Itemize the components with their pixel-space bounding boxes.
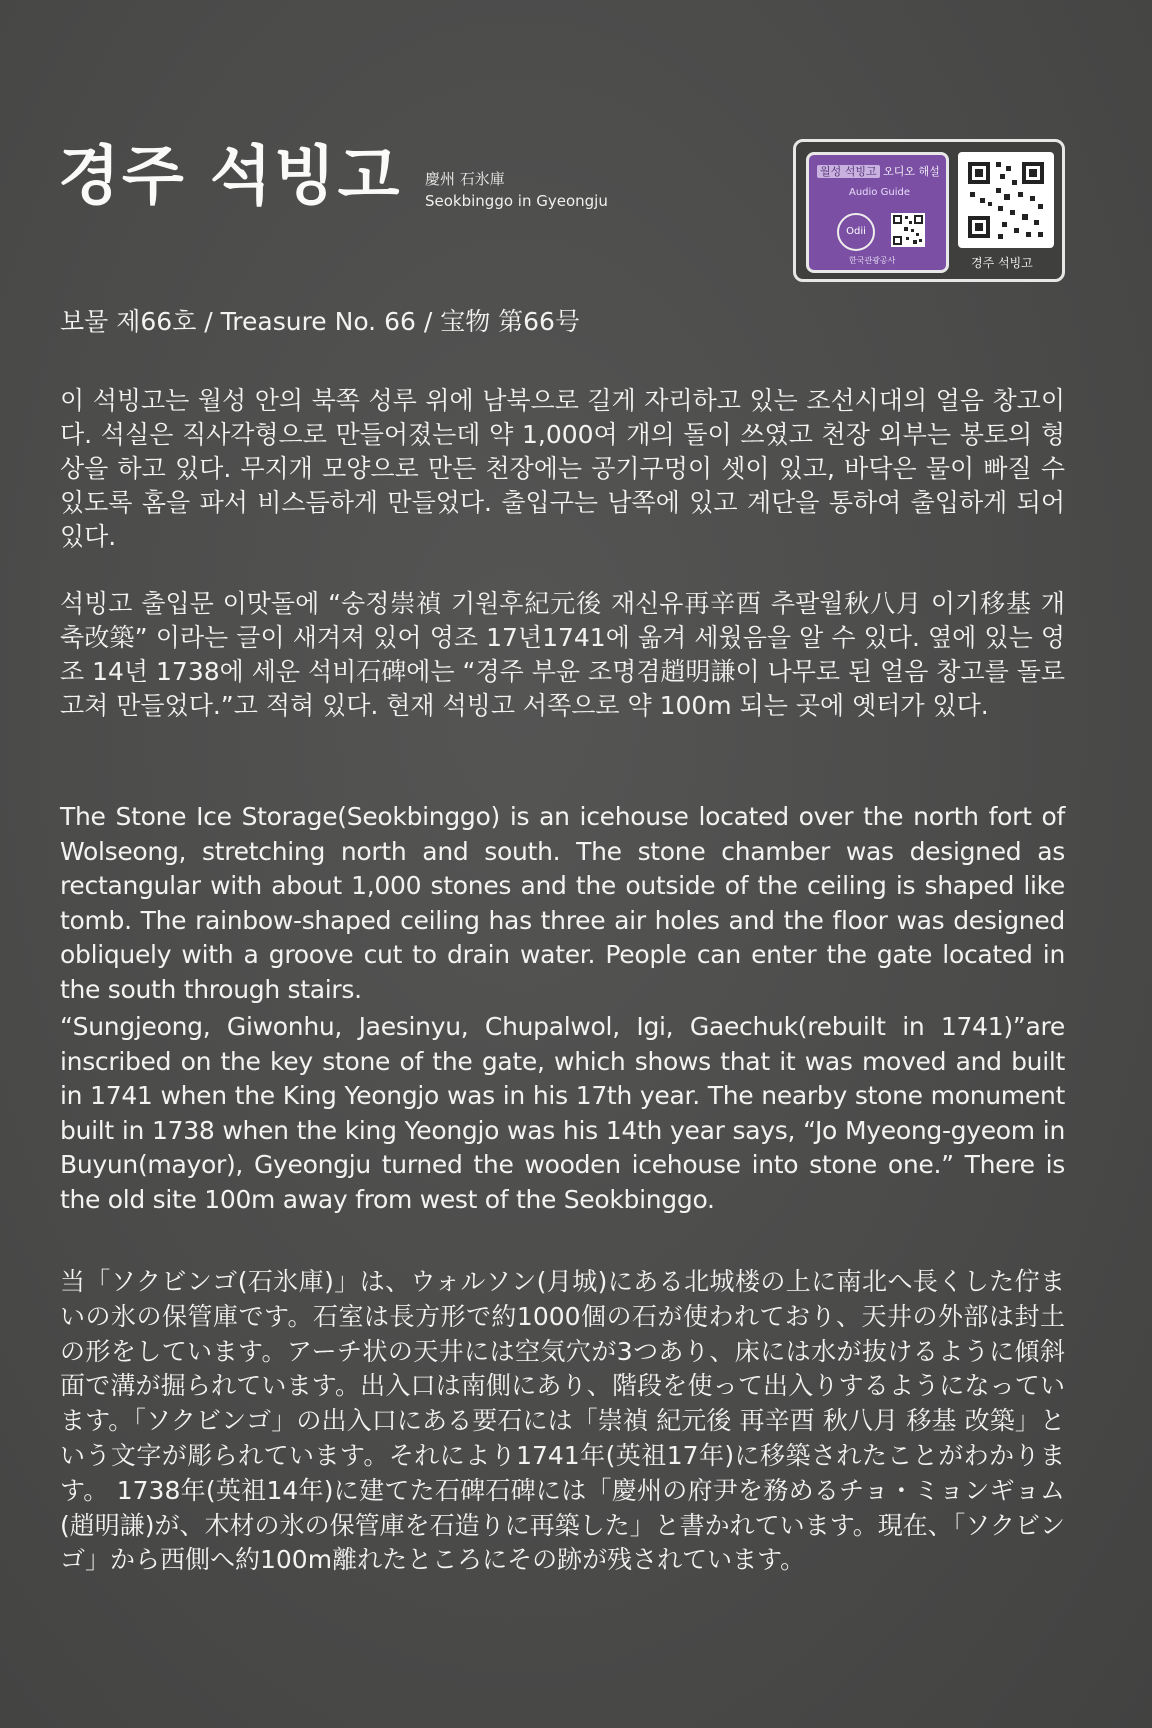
- qr-code-icon[interactable]: [958, 152, 1054, 248]
- title-hanja: 慶州 石氷庫: [425, 170, 505, 188]
- audio-title-highlight: 월성 석빙고: [817, 165, 880, 178]
- english-paragraph-1: The Stone Ice Storage(Seokbinggo) is an icehouse located over the north fort of Wolseong, stretching north and south. The stone chamber was designed as rectangular with about 1,000 stones and the outside of the ceiling is shaped like tomb. The rainbow-shaped ceiling has three air holes and the floor was designed obliquely with a groove cut to drain water. People can enter the gate located in the south through stairs.: [60, 802, 1065, 1004]
- audio-guide-label: Audio Guide: [849, 187, 910, 198]
- odii-app-icon: Odii: [837, 213, 875, 251]
- designation-line: 보물 제66호 / Treasure No. 66 / 宝物 第66号: [60, 307, 580, 336]
- qr-caption: 경주 석빙고: [971, 256, 1033, 270]
- audio-guide-title: [817, 163, 940, 179]
- audio-title-rest: 오디오 해설: [883, 165, 940, 178]
- korean-paragraph-1: 이 석빙고는 월성 안의 북쪽 성루 위에 남북으로 길게 자리하고 있는 조선시대의 얼음 창고이다. 석실은 직사각형으로 만들어졌는데 약 1,000여 개의 돌이 쓰였고 천장 외부는 봉토의 형상을 하고 있다. 무지개 모양으로 만든 천장에는 공기구멍이 셋이 있고, 바닥은 물이 빠질 수 있도록 홈을 파서 비스듬하게 만들었다. 출입구는 남쪽에 있고 계단을 통하여 출입하게 되어 있다.: [60, 386, 1065, 551]
- japanese-paragraph: 当「ソクビンゴ(石氷庫)」は、ウォルソン(月城)にある北城楼の上に南北へ長くした佇まいの氷の保管庫です。石室は長方形で約1000個の石が使われており、天井の外部は封土の形をしています。アーチ状の天井には空気穴が3つあり、床には水が抜けるように傾斜面で溝が掘られています。出入口は南側にあり、階段を使って出入りするようになっています。「ソクビンゴ」の出入口にある要石には「崇禎 紀元後 再辛酉 秋八月 移基 改築」という文字が彫られています。それにより1741年(英祖17年)に移築されたことがわかります。 1738年(英祖14年)に建てた石碑石碑には「慶州の府尹を務めるチョ・ミョンギョム(趙明謙)が、木材の氷の保管庫を石造りに再築した」と書かれています。現在、「ソクビンゴ」から西側へ約100m離れたところにその跡が残されています。: [60, 1267, 1065, 1575]
- title-block: [58, 142, 401, 212]
- audio-footer-label: 한국관광공사: [849, 256, 896, 265]
- title-subtitle: [425, 168, 608, 212]
- page-title: 경주 석빙고: [58, 140, 402, 214]
- qr-panel: [793, 139, 1065, 282]
- small-qr-code-icon[interactable]: [891, 213, 925, 247]
- korean-paragraph-2: 석빙고 출입문 이맛돌에 “숭정崇禎 기원후紀元後 재신유再辛酉 추팔월秋八月 이기移基 개축改築” 이라는 글이 새겨져 있어 영조 17년1741에 옮겨 세웠음을 알 수 있다. 옆에 있는 영조 14년 1738에 세운 석비石碑에는 “경주 부윤 조명겸趙明謙이 나무로 된 얼음 창고를 돌로 고쳐 만들었다.”고 적혀 있다. 현재 석빙고 서쪽으로 약 100m 되는 곳에 옛터가 있다.: [60, 589, 1065, 720]
- title-english: Seokbinggo in Gyeongju: [425, 192, 608, 210]
- audio-guide-card[interactable]: [806, 152, 949, 273]
- english-paragraph-2: “Sungjeong, Giwonhu, Jaesinyu, Chupalwol, Igi, Gaechuk(rebuilt in 1741)”are inscribed on the key stone of the gate, which shows that it was moved and built in 1741 when the King Yeongjo was in his 17th year. The nearby stone monument built in 1738 when the king Yeongjo was his 14th year says, “Jo Myeong-gyeom in Buyun(mayor), Gyeongju turned the wooden icehouse into stone one.” There is the old site 100m away from west of the Seokbinggo.: [60, 1012, 1065, 1214]
